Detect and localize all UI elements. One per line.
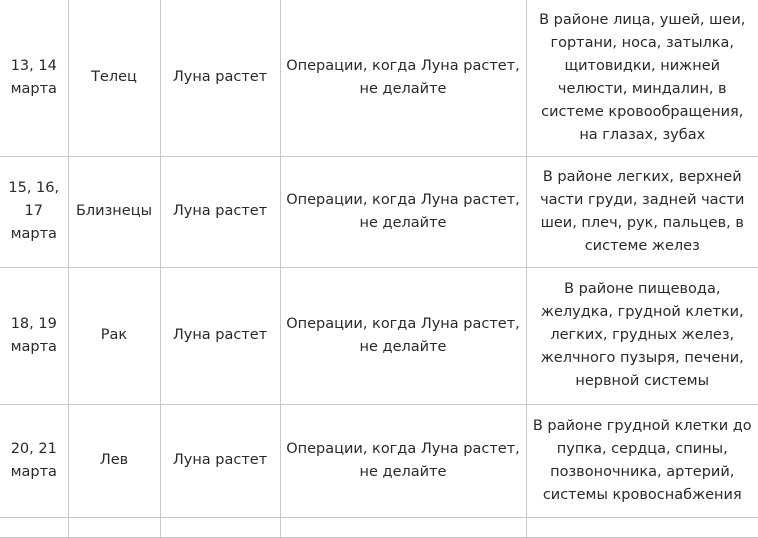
moon-phase-cell: Луна растет — [160, 404, 280, 517]
zodiac-sign-cell: Лев — [68, 404, 160, 517]
moon-phase-cell: Луна растет — [160, 156, 280, 267]
zodiac-sign-cell: Рак — [68, 267, 160, 404]
date-cell: 13, 14 марта — [0, 0, 68, 156]
date-cell: 15, 16, 17 марта — [0, 156, 68, 267]
table-row — [0, 0, 758, 156]
table-row-partial — [0, 517, 758, 537]
advice-cell: Операции, когда Луна растет, не делайте — [280, 404, 526, 517]
empty-cell — [0, 517, 68, 537]
body-areas-cell: В районе грудной клетки до пупка, сердца, спины, позвоночника, артерий, системы кровоснабжения — [526, 404, 758, 517]
date-cell: 18, 19 марта — [0, 267, 68, 404]
advice-cell: Операции, когда Луна растет, не делайте — [280, 267, 526, 404]
advice-cell: Операции, когда Луна растет, не делайте — [280, 156, 526, 267]
table-row — [0, 404, 758, 517]
body-areas-cell: В районе пищевода, желудка, грудной клетки, легких, грудных желез, желчного пузыря, печени, нервной системы — [526, 267, 758, 404]
advice-cell: Операции, когда Луна растет, не делайте — [280, 0, 526, 156]
table-row — [0, 156, 758, 267]
table-row — [0, 267, 758, 404]
empty-cell — [526, 517, 758, 537]
body-areas-cell: В районе лица, ушей, шеи, гортани, носа, затылка, щитовидки, нижней челюсти, миндалин, в системе кровообращения, на глазах, зубах — [526, 0, 758, 156]
empty-cell — [160, 517, 280, 537]
moon-phase-cell: Луна растет — [160, 267, 280, 404]
body-areas-cell: В районе легких, верхней части груди, задней части шеи, плеч, рук, пальцев, в системе желез — [526, 156, 758, 267]
zodiac-sign-cell: Телец — [68, 0, 160, 156]
moon-phase-cell: Луна растет — [160, 0, 280, 156]
empty-cell — [280, 517, 526, 537]
zodiac-sign-cell: Близнецы — [68, 156, 160, 267]
empty-cell — [68, 517, 160, 537]
date-cell: 20, 21 марта — [0, 404, 68, 517]
